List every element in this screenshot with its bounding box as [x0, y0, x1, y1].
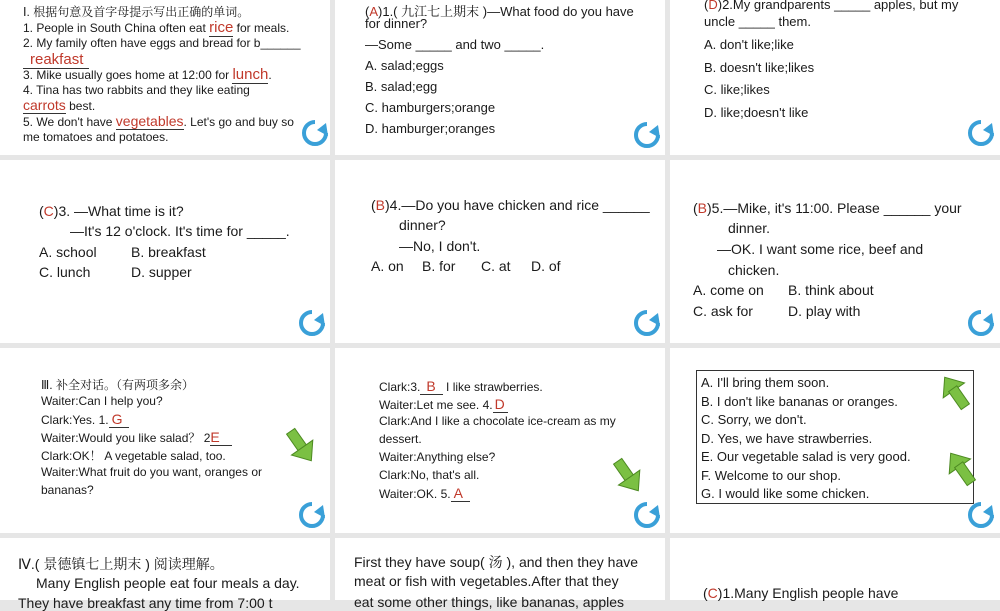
- slide1-item-2: 2. My family often have eggs and bread for b______: [23, 36, 301, 50]
- slide-1: [0, 0, 330, 155]
- slide1-item-4: 4. Tina has two rabbits and they like eating: [23, 83, 250, 97]
- slide4-question: (C)3. —What time is it?: [39, 203, 184, 219]
- slide8-line-3: Clark:And I like a chocolate ice-cream as my: [379, 414, 616, 428]
- slide7-line-3: Waiter:Would you like salad？ 2E: [41, 429, 232, 446]
- slide4-option-b: B. breakfast: [131, 244, 206, 260]
- slide7-line-4: Clark:OK！ A vegetable salad, too.: [41, 449, 226, 463]
- slide9-option-f: F. Welcome to our shop.: [701, 468, 841, 483]
- slide-8: [335, 348, 665, 533]
- slide6-question-line4: chicken.: [728, 262, 780, 278]
- slide4-option-a: A. school: [39, 244, 97, 260]
- slide2-option-d: D. hamburger;oranges: [365, 121, 496, 136]
- slide8-line-5: Waiter:Anything else?: [379, 450, 496, 464]
- slide8-line-4: dessert.: [379, 432, 422, 446]
- slide3-question-cont: uncle _____ them.: [704, 14, 811, 29]
- slide2-option-a: A. salad;eggs: [365, 58, 444, 73]
- slide5-option-b: B. for: [422, 258, 456, 274]
- slide7-heading: Ⅲ. 补全对话。（有两项多余）: [41, 378, 194, 392]
- slide8-line-7: Waiter:OK. 5. A: [379, 485, 470, 502]
- slide5-question-line3: —No, I don't.: [399, 238, 481, 254]
- slide8-line-1: Clark:3. B I like strawberries.: [379, 378, 543, 394]
- slide4-option-c: C. lunch: [39, 264, 91, 280]
- slide9-option-g: G. I would like some chicken.: [701, 486, 870, 501]
- slide9-option-a: A. I'll bring them soon.: [701, 375, 830, 390]
- refresh-icon[interactable]: [966, 118, 996, 148]
- slide3-option-b: B. doesn't like;likes: [704, 60, 815, 75]
- slide3-option-c: C. like;likes: [704, 82, 770, 97]
- up-arrow-icon[interactable]: [938, 372, 972, 412]
- down-arrow-icon[interactable]: [611, 456, 645, 496]
- refresh-icon[interactable]: [297, 500, 327, 530]
- up-arrow-icon[interactable]: [944, 448, 978, 488]
- slide5-question-cont: dinner?: [399, 217, 446, 233]
- slide2-question-line3: —Some _____ and two _____.: [365, 37, 545, 52]
- slide8-line-6: Clark:No, that's all.: [379, 468, 480, 482]
- refresh-icon[interactable]: [632, 120, 662, 150]
- slide6-question-cont: dinner.: [728, 220, 771, 236]
- slide9-option-c: C. Sorry, we don't.: [701, 412, 807, 427]
- slide1-heading: Ⅰ. 根据句意及首字母提示写出正确的单词。: [23, 5, 250, 19]
- refresh-icon[interactable]: [632, 500, 662, 530]
- slide9-option-d: D. Yes, we have strawberries.: [701, 431, 873, 446]
- slide2-question: (A)1.( 九江七上期末 )—What food do you have: [365, 4, 634, 19]
- refresh-icon[interactable]: [300, 118, 330, 148]
- slide-3: [670, 0, 1000, 155]
- slide7-line-5: Waiter:What fruit do you want, oranges or: [41, 465, 262, 479]
- slide11-line-1: First they have soup( 汤 ), and then they have: [354, 554, 639, 570]
- slide-6: [670, 160, 1000, 343]
- slide5-option-d: D. of: [531, 258, 561, 274]
- slide9-option-b: B. I don't like bananas or oranges.: [701, 394, 898, 409]
- slide5-option-c: C. at: [481, 258, 511, 274]
- slide-12: [670, 538, 1000, 600]
- slide10-heading: Ⅳ.( 景德镇七上期末 ) 阅读理解。: [18, 556, 224, 572]
- slide8-line-2: Waiter:Let me see. 4. D: [379, 396, 508, 413]
- slide-10: [0, 538, 330, 611]
- slide2-question-cont: for dinner?: [365, 16, 428, 31]
- slide1-item-2-answer: reakfast: [23, 51, 89, 69]
- slide-5: [335, 160, 665, 343]
- slide-9: [670, 348, 1000, 533]
- slide2-option-b: B. salad;egg: [365, 79, 438, 94]
- slide1-item-4-answer: carrots best.: [23, 97, 96, 113]
- slide1-item-5: 5. We don't have vegetables. Let's go and buy so: [23, 113, 294, 129]
- slide7-line-6: bananas?: [41, 483, 94, 497]
- refresh-icon[interactable]: [297, 308, 327, 338]
- slide10-line-2: They have breakfast any time from 7:00 t: [18, 595, 273, 611]
- slide4-option-d: D. supper: [131, 264, 192, 280]
- slide5-question: (B)4.—Do you have chicken and rice ______: [371, 197, 650, 213]
- slide3-option-d: D. like;doesn't like: [704, 105, 809, 120]
- slide7-line-2: Clark:Yes. 1. G: [41, 411, 129, 428]
- slide10-line-1: Many English people eat four meals a day.: [36, 575, 300, 591]
- slide-4: [0, 160, 330, 343]
- slide9-option-e: E. Our vegetable salad is very good.: [701, 449, 911, 464]
- slide3-question: (D)2.My grandparents _____ apples, but my: [704, 0, 959, 12]
- slide1-item-5-cont: me tomatoes and potatoes.: [23, 130, 169, 144]
- slide-7: [0, 348, 330, 533]
- down-arrow-icon[interactable]: [284, 426, 318, 466]
- slide-2: [335, 0, 665, 155]
- slide12-question: (C)1.Many English people have: [703, 585, 899, 601]
- slide3-option-a: A. don't like;like: [704, 37, 794, 52]
- slide11-line-2: meat or fish with vegetables.After that they: [354, 573, 619, 589]
- slide6-question-line3: —OK. I want some rice, beef and: [717, 241, 924, 257]
- refresh-icon[interactable]: [632, 308, 662, 338]
- slide5-option-a: A. on: [371, 258, 404, 274]
- slide2-option-c: C. hamburgers;orange: [365, 100, 496, 115]
- refresh-icon[interactable]: [966, 308, 996, 338]
- slide6-option-d: D. play with: [788, 303, 861, 319]
- slide11-line-3: eat some other things, like bananas, apples: [354, 594, 625, 610]
- slide4-question-cont: —It's 12 o'clock. It's time for _____.: [70, 223, 290, 239]
- slide6-option-c: C. ask for: [693, 303, 753, 319]
- slide7-line-1: Waiter:Can I help you?: [41, 394, 163, 408]
- slide1-item-1: 1. People in South China often eat rice for meals.: [23, 19, 290, 36]
- refresh-icon[interactable]: [966, 500, 996, 530]
- slide1-item-3: 3. Mike usually goes home at 12:00 for lunch.: [23, 66, 272, 83]
- slide6-option-b: B. think about: [788, 282, 874, 298]
- slide6-question: (B)5.—Mike, it's 11:00. Please ______ your: [693, 200, 962, 216]
- slide6-option-a: A. come on: [693, 282, 764, 298]
- slide-11: [335, 538, 665, 610]
